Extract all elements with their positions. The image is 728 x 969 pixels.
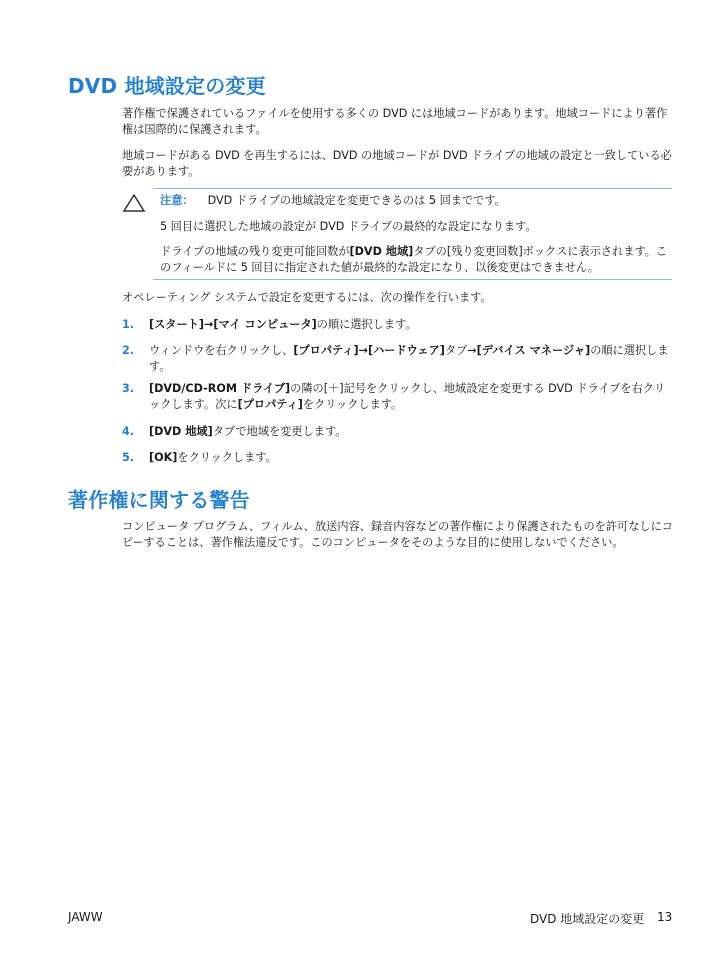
- step-number: 5.: [122, 451, 135, 464]
- caution-label: 注意：: [160, 194, 194, 207]
- footer-section-title: DVD 地域設定の変更: [530, 912, 645, 926]
- page-number: 13: [657, 910, 673, 924]
- step-number: 1.: [122, 318, 135, 331]
- paragraph-copyright-warning: コンピュータ プログラム、フィルム、放送内容、録音内容などの著作権により保護されたものを許可なしにコピーすることは、著作権法違反です。このコンピュータをそのような目的に使用しないでください。: [122, 520, 673, 549]
- step-text: [DVD/CD-ROM ドライブ]の隣の[＋]記号をクリックし、地域設定を変更する DVD ドライブを右クリックします。次に[プロパティ]をクリックします。: [149, 382, 666, 411]
- step-text: ウィンドウを右クリックし、[プロパティ]→[ハードウェア]タブ→[デバイス マネージャ]の順に選択します。: [149, 344, 669, 373]
- section-title-copyright: 著作権に関する警告: [68, 488, 250, 512]
- paragraph-region-code-intro: 著作権で保護されているファイルを使用する多くの DVD には地域コードがあります。地域コードにより著作権は国際的に保護されます。: [122, 107, 668, 136]
- step-text: [DVD 地域]タブで地域を変更します。: [149, 425, 347, 438]
- caution-text-3b: [DVD 地域]: [349, 245, 414, 258]
- paragraph-procedure-intro: オペレーティング システムで設定を変更するには、次の操作を行います。: [122, 291, 492, 304]
- step-text: [スタート]→[マイ コンピュータ]の順に選択します。: [149, 318, 417, 331]
- step-number: 4.: [122, 425, 135, 438]
- footer-left: JAWW: [68, 910, 103, 924]
- step-number: 3.: [122, 382, 135, 395]
- caution-line-1: [160, 193, 674, 209]
- caution-line-3: [160, 244, 674, 276]
- paragraph-region-code-requirement: 地域コードがある DVD を再生するには、DVD の地域コードが DVD ドライブの地域の設定と一致している必要があります。: [122, 149, 672, 178]
- caution-text-3a: ドライブの地域の残り変更可能回数が: [160, 245, 350, 258]
- caution-text-3c: タブの[残り変更回数]ボックスに表示されます。このフィールドに 5 回目に指定された値が最終的な設定になり、以後変更はできません。: [160, 245, 668, 274]
- step-number: 2.: [122, 344, 135, 357]
- caution-text-1: DVD ドライブの地域設定を変更できるのは 5 回までです。: [207, 194, 506, 207]
- caution-triangle-icon: [122, 193, 146, 213]
- step-text: [OK]をクリックします。: [149, 451, 277, 464]
- caution-line-2: 5 回目に選択した地域の設定が DVD ドライブの最終的な設定になります。: [160, 220, 537, 233]
- section-title-dvd-region: DVD 地域設定の変更: [68, 74, 266, 98]
